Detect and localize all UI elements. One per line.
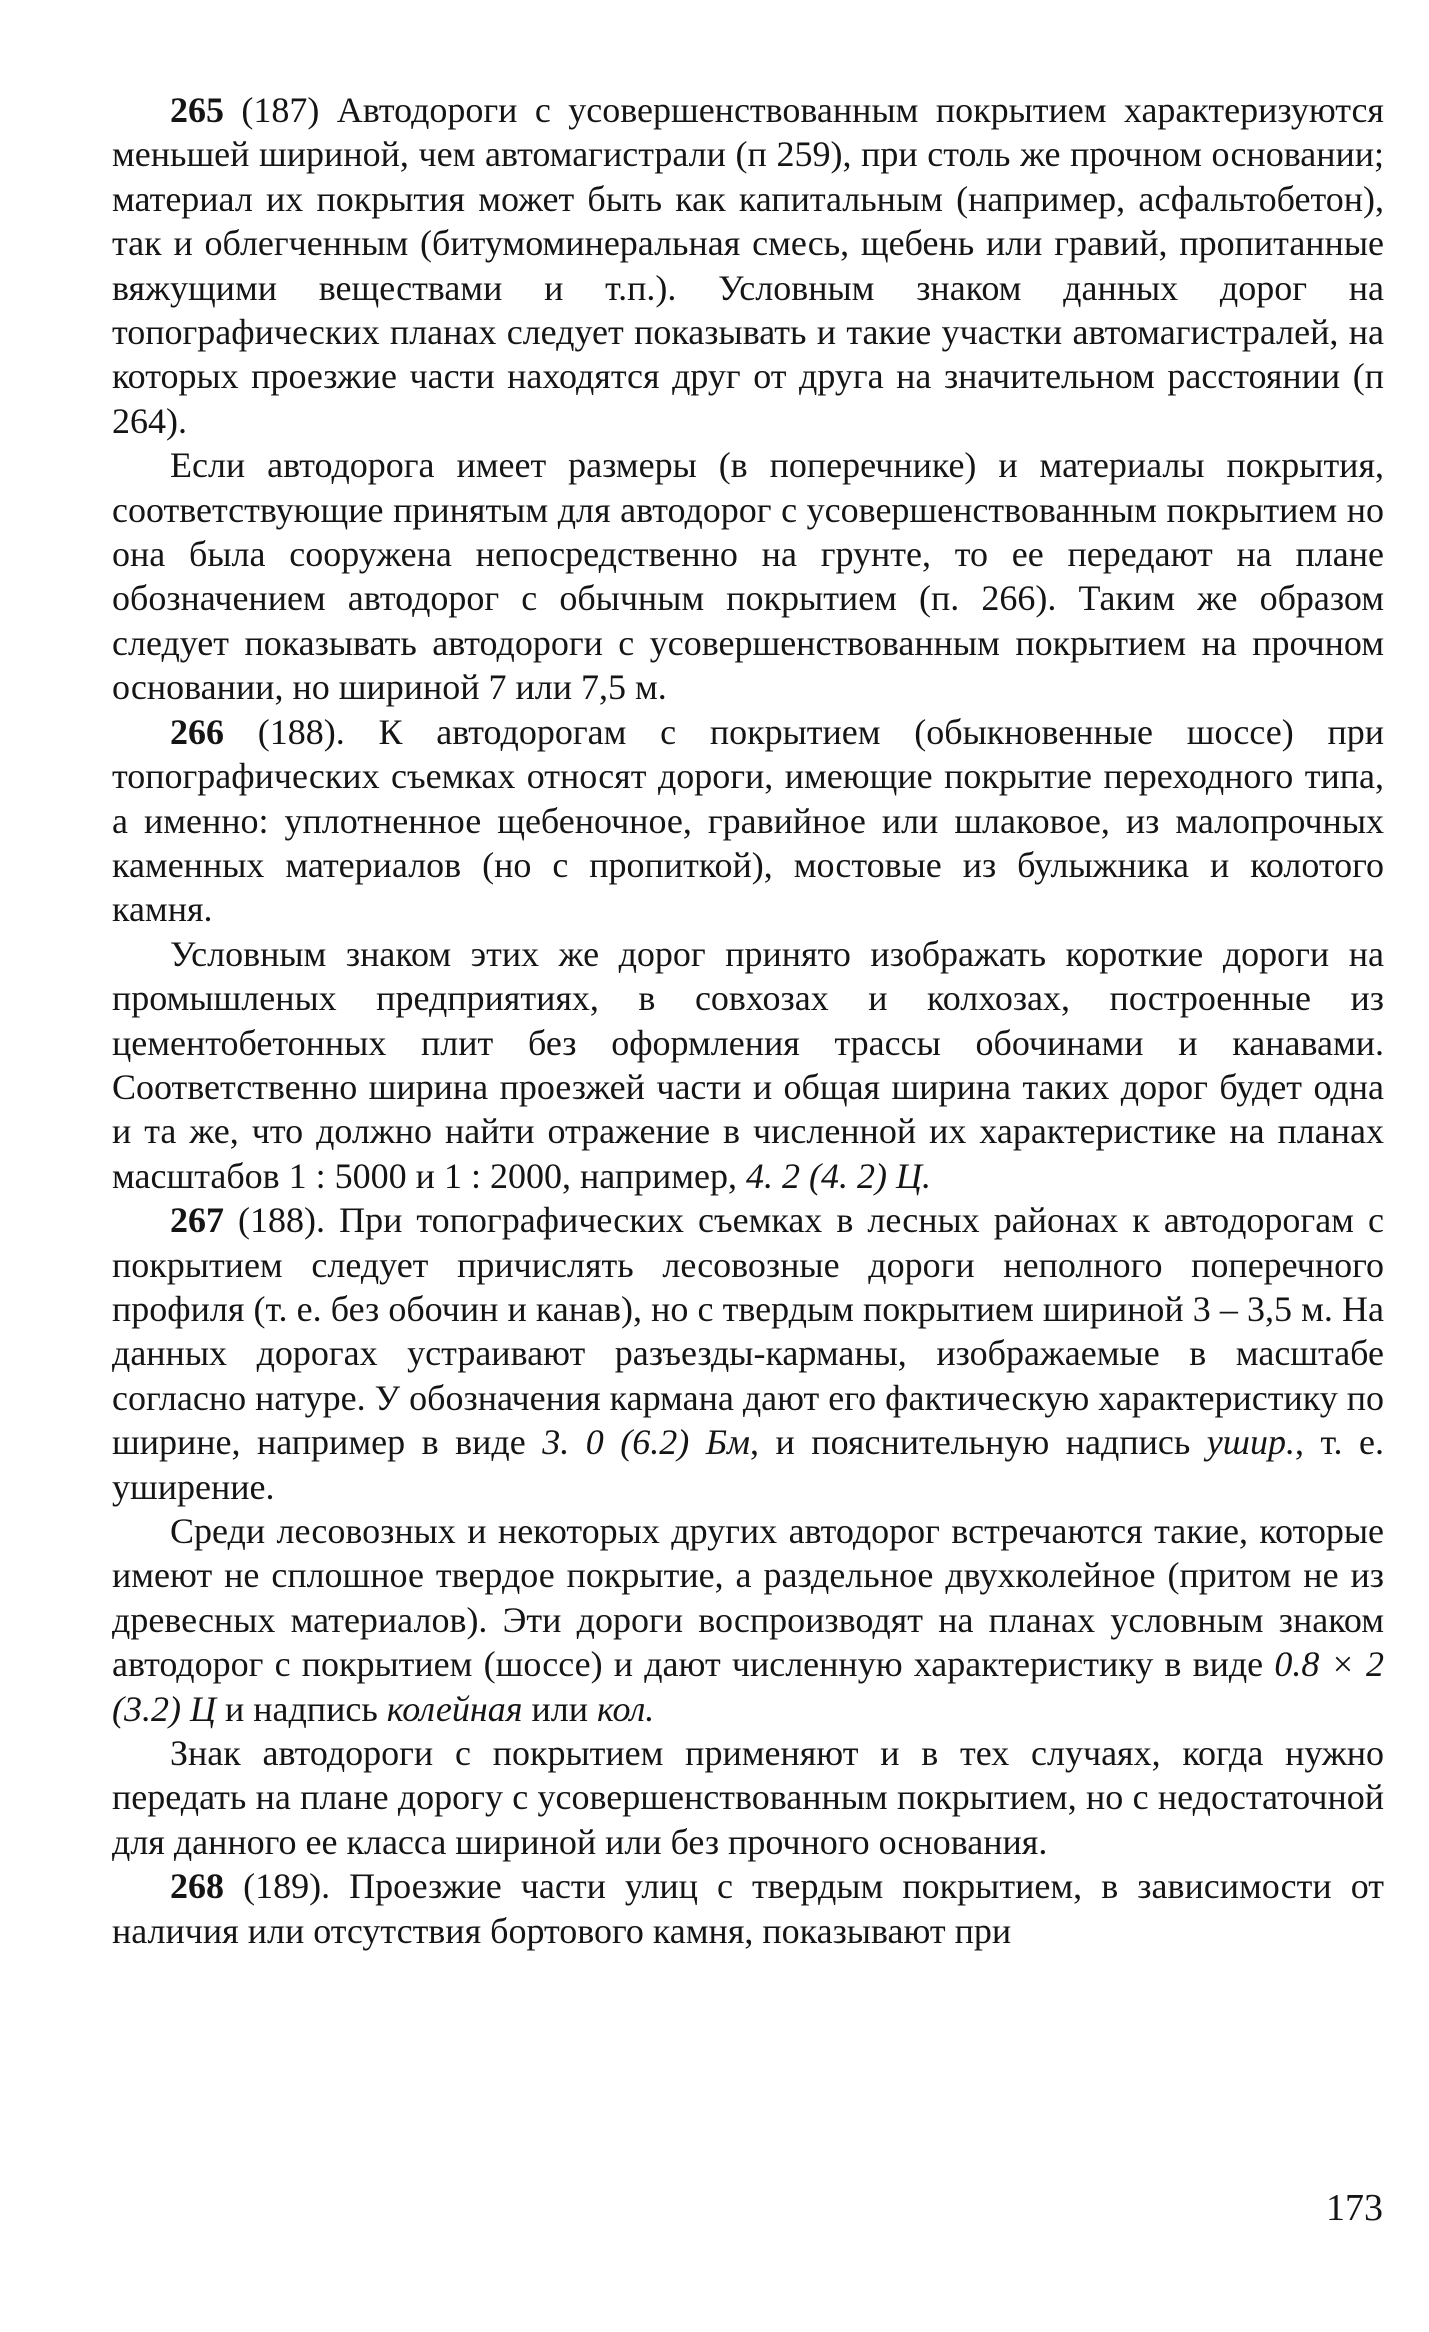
text-segment: (188). При топографических съемках в лесных районах к автодорогам с покрытием следует причислять лесовозные дороги неполного поперечного профиля (т. е. без обочин и канав), но с твердым покрытием шириной 3 – 3,5 м. На данных дорогах устраивают разъезды-карманы, изображаемые в масштабе согласно натуре. У обозначения кармана дают его фактическую характеристику по ширине, например в виде [112,1200,1384,1463]
example-label: колейная [386,1688,523,1729]
paragraph-267-continued [112,1509,1384,1731]
text-segment: и надпись [215,1688,387,1729]
example-notation: 3. 0 (6.2) Бм [542,1422,751,1463]
page-number: 173 [1326,2187,1383,2229]
text-segment: , т. е. уширение. [112,1422,1385,1507]
paragraph-number: 267 [170,1200,224,1241]
text-segment: Знак автодороги с покрытием применяют и в тех случаях, когда нужно передать на плане дорогу с усовершенствованным покрытием, но с недостаточной для данного ее класса шириной или без прочного основания. [112,1733,1384,1862]
paragraph-267-final [112,1731,1384,1864]
example-notation: 0.8 × 2 (3.2) Ц [112,1644,1384,1729]
paragraph-number: 265 [170,90,224,130]
paragraph-number: 268 [170,1866,224,1907]
page-body [112,88,1384,1953]
text-segment: Если автодорога имеет размеры (в поперечнике) и материалы покрытия, соответствующие принятым для автодорог с усовершенствованным покрытием но она была сооружена непосредственно на грунте, то ее передают на плане обозначением автодорог с обычным покрытием (п. 266). Таким же образом следует показывать автодороги с усовершенствованным покрытием на прочном основании, но шириной 7 или 7,5 м. [112,445,1384,708]
example-notation: 4. 2 (4. 2) Ц. [746,1155,931,1196]
paragraph-number: 266 [170,711,224,752]
text-segment: или [522,1688,597,1729]
text-segment: (187) Автодороги с усовершенствованным покрытием характеризуются меньшей шириной, чем автомагистрали (п 259), при столь же прочном основании; материал их покрытия может быть как капитальным (например, асфальтобетон), так и облегченным (битумоминеральная смесь, щебень или гравий, пропитанные вяжущими веществами и т.п.). Условным знаком данных дорог на топографических планах следует показывать и такие участки автомагистралей, на которых проезжие части находятся друг от друга на значительном расстоянии (п 264). [112,90,1384,441]
paragraph-267 [112,1198,1384,1509]
paragraph-265-continued [112,443,1384,709]
text-segment: Условным знаком этих же дорог принято изображать короткие дороги на промышленых предприятиях, в совхозах и колхозах, построенные из цементобетонных плит без оформления трассы обочинами и канавами. Соответственно ширина проезжей части и общая ширина таких дорог будет одна и та же, что должно найти отражение в численной их характеристике на планах масштабов 1 : 5000 и 1 : 2000, например, [112,933,1384,1196]
text-segment: Среди лесовозных и некоторых других автодорог встречаются такие, которые имеют не сплошное твердое покрытие, а раздельное двухколейное (притом не из древесных материалов). Эти дороги воспроизводят на планах условным знаком автодорог с покрытием (шоссе) и дают численную характеристику в виде [112,1511,1384,1685]
text-segment: (189). Проезжие части улиц с твердым покрытием, в зависимости от наличия или отсутствия бортового камня, показывают при [112,1866,1384,1951]
paragraph-265 [112,88,1384,443]
paragraph-268 [112,1864,1384,1953]
example-label: ушир. [1206,1422,1295,1463]
text-segment: , и пояснительную надпись [750,1422,1207,1463]
text-segment: (188). К автодорогам с покрытием (обыкновенные шоссе) при топографических съемках относят дороги, имеющие покрытие переходного типа, а именно: уплотненное щебеночное, гравийное или шлаковое, из малопрочных каменных материалов (но с пропиткой), мостовые из булыжника и колотого камня. [112,711,1384,930]
paragraph-266 [112,710,1384,932]
example-label: кол. [597,1688,655,1729]
paragraph-266-continued [112,932,1384,1198]
